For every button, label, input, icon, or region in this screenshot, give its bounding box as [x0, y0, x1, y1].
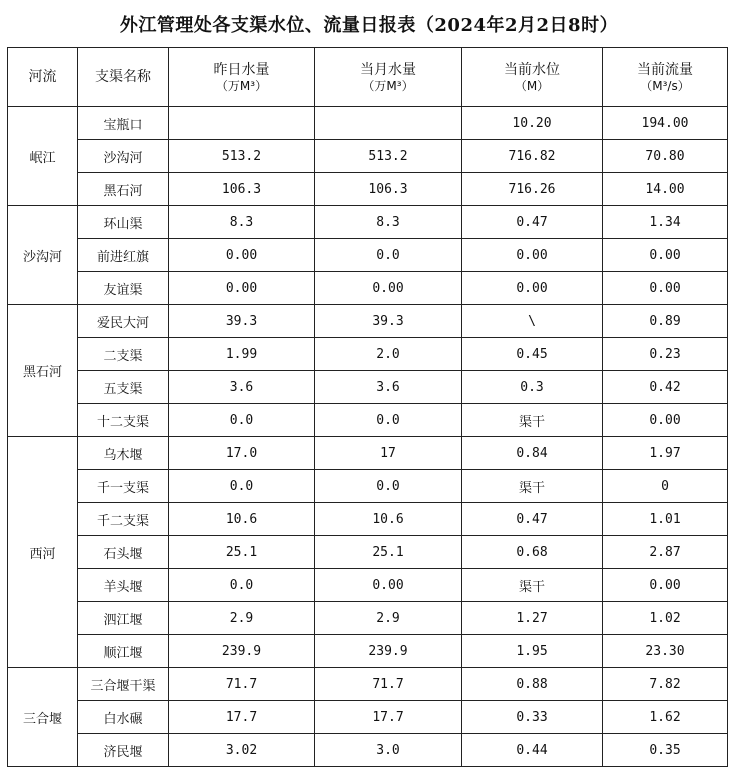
month-volume-cell: 0.0	[315, 404, 462, 437]
table-row	[8, 140, 728, 173]
branch-name-cell: 二支渠	[78, 338, 169, 371]
current-level-cell: 10.20	[462, 107, 603, 140]
current-flow-cell: 0.89	[603, 305, 728, 338]
month-volume-cell: 17	[315, 437, 462, 470]
yesterday-volume-cell: 0.0	[169, 404, 315, 437]
table-row	[8, 569, 728, 602]
table-row	[8, 272, 728, 305]
yesterday-volume-cell: 17.7	[169, 701, 315, 734]
table-row	[8, 404, 728, 437]
river-name-cell: 沙沟河	[8, 206, 78, 305]
month-volume-cell: 3.6	[315, 371, 462, 404]
branch-name-cell: 五支渠	[78, 371, 169, 404]
river-name-cell: 黑石河	[8, 305, 78, 437]
report-title: 外江管理处各支渠水位、流量日报表（2024年2月2日8时）	[119, 14, 619, 36]
current-level-cell: \	[462, 305, 603, 338]
branch-name-cell: 泗江堰	[78, 602, 169, 635]
month-volume-cell: 0.00	[315, 569, 462, 602]
header-river: 河流	[8, 48, 78, 107]
month-volume-cell: 239.9	[315, 635, 462, 668]
header-row	[8, 48, 728, 107]
table-row	[8, 173, 728, 206]
current-level-cell: 0.47	[462, 206, 603, 239]
month-volume-cell: 3.0	[315, 734, 462, 767]
yesterday-volume-cell: 1.99	[169, 338, 315, 371]
current-flow-cell: 23.30	[603, 635, 728, 668]
current-flow-cell: 70.80	[603, 140, 728, 173]
current-level-cell: 0.00	[462, 272, 603, 305]
current-flow-cell: 0.00	[603, 569, 728, 602]
current-flow-cell: 0.35	[603, 734, 728, 767]
report-body	[8, 107, 728, 767]
current-level-cell: 0.45	[462, 338, 603, 371]
current-flow-cell: 0.23	[603, 338, 728, 371]
current-flow-cell: 7.82	[603, 668, 728, 701]
current-level-cell: 0.33	[462, 701, 603, 734]
yesterday-volume-cell: 0.00	[169, 239, 315, 272]
month-volume-cell: 17.7	[315, 701, 462, 734]
current-level-cell: 1.95	[462, 635, 603, 668]
header-current-level: 当前水位 （M）	[462, 48, 603, 107]
table-row	[8, 668, 728, 701]
branch-name-cell: 白水碾	[78, 701, 169, 734]
table-row	[8, 470, 728, 503]
yesterday-volume-cell: 8.3	[169, 206, 315, 239]
month-volume-cell: 8.3	[315, 206, 462, 239]
branch-name-cell: 前进红旗	[78, 239, 169, 272]
branch-name-cell: 顺江堰	[78, 635, 169, 668]
yesterday-volume-cell: 3.02	[169, 734, 315, 767]
table-row	[8, 635, 728, 668]
month-volume-cell: 513.2	[315, 140, 462, 173]
report-table	[7, 47, 728, 767]
table-row	[8, 701, 728, 734]
month-volume-cell: 39.3	[315, 305, 462, 338]
header-yesterday-volume: 昨日水量 （万M³）	[169, 48, 315, 107]
current-level-cell: 渠干	[462, 470, 603, 503]
month-volume-cell: 0.0	[315, 239, 462, 272]
table-row	[8, 602, 728, 635]
current-level-cell: 716.26	[462, 173, 603, 206]
current-flow-cell: 194.00	[603, 107, 728, 140]
yesterday-volume-cell: 17.0	[169, 437, 315, 470]
river-name-cell: 西河	[8, 437, 78, 668]
table-row	[8, 503, 728, 536]
month-volume-cell	[315, 107, 462, 140]
month-volume-cell: 2.0	[315, 338, 462, 371]
yesterday-volume-cell	[169, 107, 315, 140]
month-volume-cell: 71.7	[315, 668, 462, 701]
current-level-cell: 0.84	[462, 437, 603, 470]
month-volume-cell: 0.0	[315, 470, 462, 503]
yesterday-volume-cell: 3.6	[169, 371, 315, 404]
header-current-flow: 当前流量 （M³/s）	[603, 48, 728, 107]
table-row	[8, 371, 728, 404]
yesterday-volume-cell: 239.9	[169, 635, 315, 668]
branch-name-cell: 济民堰	[78, 734, 169, 767]
branch-name-cell: 石头堰	[78, 536, 169, 569]
table-row	[8, 338, 728, 371]
table-row	[8, 305, 728, 338]
table-row	[8, 206, 728, 239]
yesterday-volume-cell: 39.3	[169, 305, 315, 338]
yesterday-volume-cell: 25.1	[169, 536, 315, 569]
current-level-cell: 渠干	[462, 569, 603, 602]
yesterday-volume-cell: 0.0	[169, 470, 315, 503]
current-flow-cell: 0.00	[603, 239, 728, 272]
table-row	[8, 107, 728, 140]
branch-name-cell: 羊头堰	[78, 569, 169, 602]
branch-name-cell: 环山渠	[78, 206, 169, 239]
header-month-volume: 当月水量 （万M³）	[315, 48, 462, 107]
header-branch: 支渠名称	[78, 48, 169, 107]
river-name-cell: 岷江	[8, 107, 78, 206]
branch-name-cell: 宝瓶口	[78, 107, 169, 140]
branch-name-cell: 黑石河	[78, 173, 169, 206]
yesterday-volume-cell: 10.6	[169, 503, 315, 536]
current-level-cell: 0.00	[462, 239, 603, 272]
branch-name-cell: 友谊渠	[78, 272, 169, 305]
current-flow-cell: 0.00	[603, 404, 728, 437]
branch-name-cell: 沙沟河	[78, 140, 169, 173]
current-flow-cell: 0	[603, 470, 728, 503]
table-row	[8, 437, 728, 470]
current-flow-cell: 1.01	[603, 503, 728, 536]
branch-name-cell: 三合堰干渠	[78, 668, 169, 701]
current-flow-cell: 1.97	[603, 437, 728, 470]
current-flow-cell: 1.34	[603, 206, 728, 239]
branch-name-cell: 千二支渠	[78, 503, 169, 536]
branch-name-cell: 爱民大河	[78, 305, 169, 338]
month-volume-cell: 106.3	[315, 173, 462, 206]
yesterday-volume-cell: 71.7	[169, 668, 315, 701]
current-level-cell: 0.47	[462, 503, 603, 536]
month-volume-cell: 10.6	[315, 503, 462, 536]
current-flow-cell: 1.02	[603, 602, 728, 635]
table-row	[8, 734, 728, 767]
current-flow-cell: 1.62	[603, 701, 728, 734]
branch-name-cell: 十二支渠	[78, 404, 169, 437]
month-volume-cell: 25.1	[315, 536, 462, 569]
current-level-cell: 1.27	[462, 602, 603, 635]
yesterday-volume-cell: 513.2	[169, 140, 315, 173]
current-level-cell: 0.3	[462, 371, 603, 404]
yesterday-volume-cell: 0.00	[169, 272, 315, 305]
current-level-cell: 渠干	[462, 404, 603, 437]
yesterday-volume-cell: 2.9	[169, 602, 315, 635]
month-volume-cell: 0.00	[315, 272, 462, 305]
current-level-cell: 0.68	[462, 536, 603, 569]
current-flow-cell: 14.00	[603, 173, 728, 206]
current-level-cell: 0.88	[462, 668, 603, 701]
river-name-cell: 三合堰	[8, 668, 78, 767]
yesterday-volume-cell: 0.0	[169, 569, 315, 602]
current-level-cell: 0.44	[462, 734, 603, 767]
month-volume-cell: 2.9	[315, 602, 462, 635]
table-row	[8, 239, 728, 272]
current-flow-cell: 0.00	[603, 272, 728, 305]
current-flow-cell: 0.42	[603, 371, 728, 404]
branch-name-cell: 乌木堰	[78, 437, 169, 470]
branch-name-cell: 千一支渠	[78, 470, 169, 503]
yesterday-volume-cell: 106.3	[169, 173, 315, 206]
current-level-cell: 716.82	[462, 140, 603, 173]
current-flow-cell: 2.87	[603, 536, 728, 569]
table-row	[8, 536, 728, 569]
